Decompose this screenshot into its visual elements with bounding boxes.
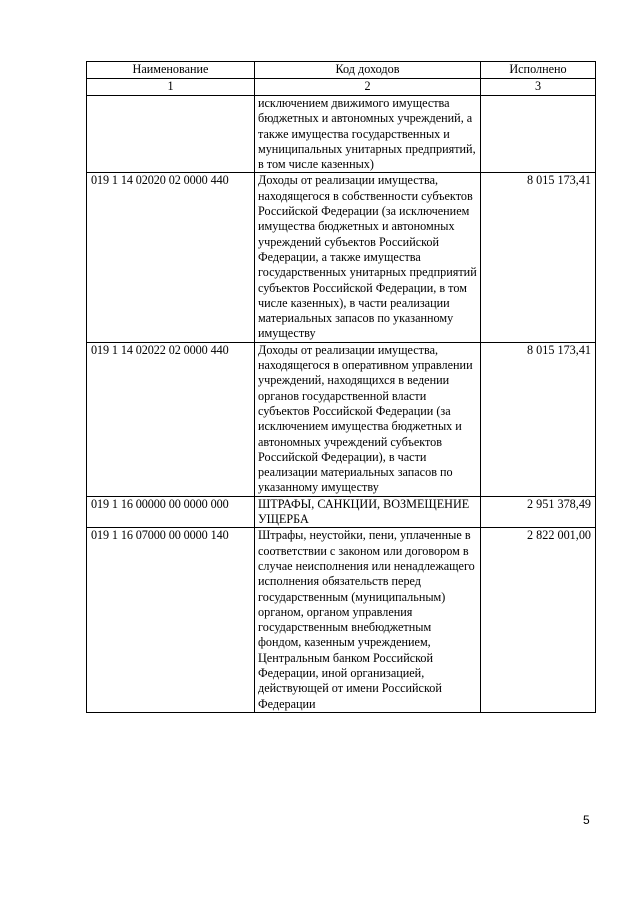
- page-number: 5: [583, 813, 590, 827]
- row-amount: 8 015 173,41: [481, 342, 596, 496]
- table-row: [87, 96, 596, 173]
- column-number-3: 3: [481, 79, 596, 96]
- table-row: [87, 342, 596, 496]
- column-number-2: 2: [255, 79, 481, 96]
- row-name: исключением движимого имущества бюджетных и автономных учреждений, а также имущества государственных и муниципальных унитарных предприятий, в том числе казенных): [255, 96, 481, 173]
- row-amount: [481, 96, 596, 173]
- table-row: [87, 528, 596, 713]
- row-name: Штрафы, неустойки, пени, уплаченные в соответствии с законом или договором в случае неисполнения или ненадлежащего исполнения обязательств перед государственным (муниципальным) органом, органом управления государственным внебюджетным фондом, казенным учреждением, Центральным банком Российской Федерации, иной организацией, действующей от имени Российской Федерации: [255, 528, 481, 713]
- row-amount: 2 951 378,49: [481, 496, 596, 528]
- row-name: Доходы от реализации имущества, находящегося в собственности субъектов Российской Федерации (за исключением имущества бюджетных и автономных учреждений субъектов Российской Федерации, а также имущества государственных унитарных предприятий субъектов Российской Федерации, в том числе казенных), в части реализации материальных запасов по указанному имуществу: [255, 173, 481, 342]
- row-code: 019 1 16 00000 00 0000 000: [87, 496, 255, 528]
- table-column-numbers-row: [87, 79, 596, 96]
- row-amount: 2 822 001,00: [481, 528, 596, 713]
- table-row: [87, 173, 596, 342]
- header-revenue-code: Код доходов: [255, 62, 481, 79]
- table-row: [87, 496, 596, 528]
- row-amount: 8 015 173,41: [481, 173, 596, 342]
- row-name: Доходы от реализации имущества, находящегося в оперативном управлении учреждений, находящихся в ведении органов государственной власти субъектов Российской Федерации (за исключением имущества бюджетных и автономных учреждений субъектов Российской Федерации), в части реализации материальных запасов по указанному имуществу: [255, 342, 481, 496]
- row-code: 019 1 14 02022 02 0000 440: [87, 342, 255, 496]
- row-name: ШТРАФЫ, САНКЦИИ, ВОЗМЕЩЕНИЕ УЩЕРБА: [255, 496, 481, 528]
- row-code: 019 1 16 07000 00 0000 140: [87, 528, 255, 713]
- column-number-1: 1: [87, 79, 255, 96]
- revenue-table: [86, 61, 596, 713]
- header-name: Наименование: [87, 62, 255, 79]
- table-header-row: [87, 62, 596, 79]
- row-code: 019 1 14 02020 02 0000 440: [87, 173, 255, 342]
- row-code: [87, 96, 255, 173]
- header-executed: Исполнено: [481, 62, 596, 79]
